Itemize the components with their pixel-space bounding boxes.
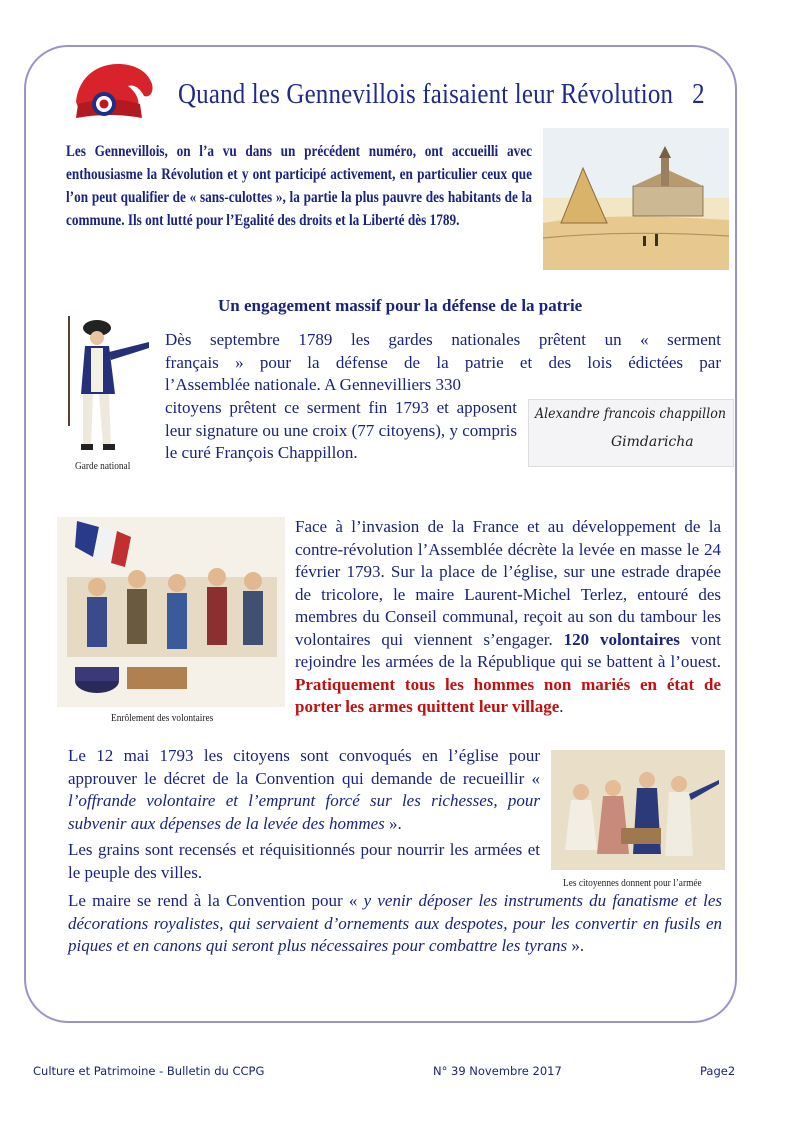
garde-national-image (57, 306, 153, 456)
maire-convention-paragraph: Le maire se rend à la Convention pour « y venir déposer les instruments du fanatisme et les décorations royalistes, qui servaient d’ornements aux despotes, pour les convertir en fusils en piques et en canons qui seront plus nécessaires pour combattre les tyrans ». (68, 891, 722, 955)
signature-image: Alexandre francois chappillon Gimdaricha (528, 399, 734, 467)
page-title: Quand les Gennevillois faisaient leur Révolution 2 (178, 78, 705, 110)
village-sketch-image (543, 128, 729, 270)
footer-page-number: Page2 (700, 1064, 736, 1078)
section-heading: Un engagement massif pour la défense de la patrie (218, 296, 583, 315)
citoyennes-image (551, 750, 725, 870)
convention-paragraph: Le 12 mai 1793 les citoyens sont convoqués en l’église pour approuver le décret de la Convention qui demande de recueillir « l’offrande volontaire et l’emprunt forcé sur les richesses, pour subvenir aux dépenses de la levée des hommes ». (68, 746, 540, 833)
phrygian-cap-image (70, 58, 158, 124)
caption-enrolement: Enrôlement des volontaires (111, 712, 214, 724)
footer-publication: Culture et Patrimoine - Bulletin du CCPG (33, 1064, 265, 1078)
enrolement-image (57, 517, 285, 707)
levee-en-masse-paragraph: Face à l’invasion de la France et au développement de la contre-révolution l’Assemblée décrète la levée en masse le 24 février 1793. Sur la place de l’église, sur une estrade drapée de tricolore, le maire Laurent-Michel Terlez, entouré des membres du Conseil communal, reçoit au son du tambour les volontaires qui viennent s’engager. 120 volontaires vont rejoindre les armées de la République qui se battent à l’ouest. Pratiquement tous les hommes non mariés en état de porter les armes quittent leur village. (295, 517, 721, 716)
serment-paragraph-top: Dès septembre 1789 les gardes nationales prêtent un « serment français » pour la défense de la patrie et des lois édictées par l’Assemblée nationale. A Gennevilliers 330 (165, 330, 721, 394)
footer-issue: N° 39 Novembre 2017 (433, 1064, 562, 1078)
highlight-red-text: Pratiquement tous les hommes non mariés en état de porter les armes quittent leur village (295, 674, 721, 716)
caption-garde: Garde national (75, 460, 131, 472)
volontaires-count: 120 volontaires (563, 629, 680, 649)
caption-citoyennes: Les citoyennes donnent pour l’armée (563, 877, 702, 889)
grains-paragraph: Les grains sont recensés et réquisitionnés pour nourrir les armées et le peuple des villes. (68, 840, 540, 882)
serment-paragraph-rest: citoyens prêtent ce serment fin 1793 et apposent leur signature ou une croix (77 citoyens), y compris le curé François Chappillon. (165, 398, 517, 462)
intro-paragraph: Les Gennevillois, on l’a vu dans un précédent numéro, ont accueilli avec enthousiasme la Révolution et y ont participé activement, en particulier ceux que l’on peut qualifier de « sans-culottes », la partie la plus pauvre des habitants de la commune. Ils ont lutté pour l’Egalité des droits et la Liberté dès 1789. (66, 143, 532, 229)
